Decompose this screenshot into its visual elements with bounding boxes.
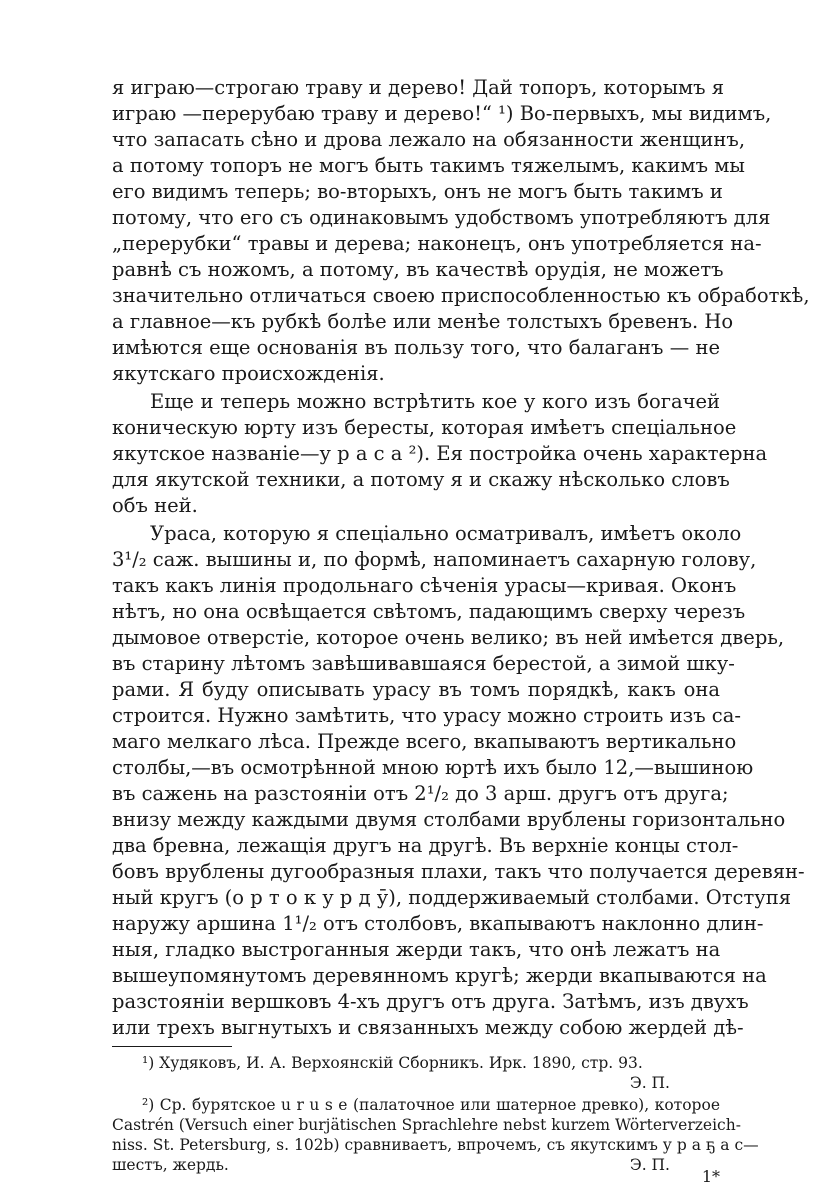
page-number: 1* (701, 1167, 720, 1186)
text-line: бовъ врублены дугообразныя плахи, такъ что получается деревян- (112, 860, 805, 883)
text-line: а потому топоръ не могъ быть такимъ тяжелымъ, какимъ мы (112, 154, 745, 177)
text-line: два бревна, лежащія другъ на другѣ. Въ верхніе концы стол- (112, 834, 739, 857)
text-line: или трехъ выгнутыхъ и связанныхъ между собою жердей дѣ- (112, 1016, 744, 1039)
text-line: якутское названіе—у р а с а ²). Ея постройка очень характерна (112, 442, 768, 465)
text-line: я играю—строгаю траву и дерево! Дай топоръ, которымъ я (112, 76, 725, 99)
text-line: „перерубки“ травы и дерева; наконецъ, онъ употребляется на- (112, 232, 762, 255)
text-line: потому, что его съ одинаковымъ удобствомъ употребляютъ для (112, 206, 771, 229)
text-line: играю —перерубаю траву и дерево!“ ¹) Во-первыхъ, мы видимъ, (112, 102, 772, 125)
text-line: якутскаго происхожденія. (112, 362, 385, 385)
text-line: вышеупомянутомъ деревянномъ кругѣ; жерди вкапываются на (112, 964, 767, 987)
text-line: Еще и теперь можно встрѣтить кое у кого изъ богачей (150, 390, 720, 413)
text-line: коническую юрту изъ бересты, которая имѣетъ спеціальное (112, 416, 737, 439)
footnote-separator (112, 1046, 232, 1047)
text-line: такъ какъ линія продольнаго сѣченія урасы—кривая. Оконъ (112, 574, 737, 597)
footnote-2-line: Castrén (Versuch einer burjätischen Sprachlehre nebst kurzem Wörterverzeich- (112, 1116, 741, 1134)
text-line: равнѣ съ ножомъ, а потому, въ качествѣ орудія, не можетъ (112, 258, 724, 281)
text-line: имѣются еще основанія въ пользу того, что балаганъ — не (112, 336, 720, 359)
text-line: въ старину лѣтомъ завѣшивавшаяся берестой, а зимой шку- (112, 652, 735, 675)
text-line: столбы,—въ осмотрѣнной мною юртѣ ихъ было 12,—вышиною (112, 756, 754, 779)
footnote-2-line: ²) Ср. бурятское u r u s e (палаточное или шатерное древко), которое (142, 1096, 720, 1114)
text-line: его видимъ теперь; во-вторыхъ, онъ не могъ быть такимъ и (112, 180, 723, 203)
text-line: дымовое отверстіе, которое очень велико; въ ней имѣется дверь, (112, 626, 785, 649)
text-line: ныя, гладко выстроганныя жерди такъ, что онѣ лежатъ на (112, 938, 721, 961)
text-line: въ сажень на разстояніи отъ 2¹/₂ до 3 арш. другъ отъ друга; (112, 782, 729, 805)
text-line: внизу между каждыми двумя столбами врублены горизонтально (112, 808, 786, 831)
footnote-1: ¹) Худяковъ, И. А. Верхоянскій Сборникъ. Ирк. 1890, стр. 93. (142, 1054, 643, 1072)
text-line: ный кругъ (о р т о к у р д ӯ), поддерживаемый столбами. Отступя (112, 886, 792, 909)
text-line: а главное—къ рубкѣ болѣе или менѣе толстыхъ бревенъ. Но (112, 310, 734, 333)
footnote-2-line: niss. St. Petersburg, s. 102b) сравниваетъ, впрочемъ, съ якутскимъ у р а ҕ а с— (112, 1136, 759, 1154)
footnote-2-signature: Э. П. (629, 1156, 670, 1174)
text-line: что запасать сѣно и дрова лежало на обязанности женщинъ, (112, 128, 746, 151)
text-line: нѣтъ, но она освѣщается свѣтомъ, падающимъ сверху черезъ (112, 600, 746, 623)
text-line: строится. Нужно замѣтить, что урасу можно строить изъ са- (112, 704, 741, 727)
text-line: значительно отличаться своею приспособленностью къ обработкѣ, (112, 284, 810, 307)
text-line: наружу аршина 1¹/₂ отъ столбовъ, вкапываютъ наклонно длин- (112, 912, 764, 935)
text-line: маго мелкаго лѣса. Прежде всего, вкапываютъ вертикально (112, 730, 737, 753)
text-line: 3¹/₂ саж. вышины и, по формѣ, напоминаетъ сахарную голову, (112, 548, 757, 571)
footnote-1-signature: Э. П. (629, 1074, 670, 1092)
text-line: рами. Я буду описывать урасу въ томъ порядкѣ, какъ она (112, 678, 720, 701)
footnote-2-line: шестъ, жердь. (112, 1156, 229, 1174)
text-line: объ ней. (112, 494, 198, 517)
text-line: разстояніи вершковъ 4-хъ другъ отъ друга. Затѣмъ, изъ двухъ (112, 990, 749, 1013)
text-line: Ураса, которую я спеціально осматривалъ, имѣетъ около (150, 522, 742, 545)
text-line: для якутской техники, а потому я и скажу нѣсколько словъ (112, 468, 730, 491)
